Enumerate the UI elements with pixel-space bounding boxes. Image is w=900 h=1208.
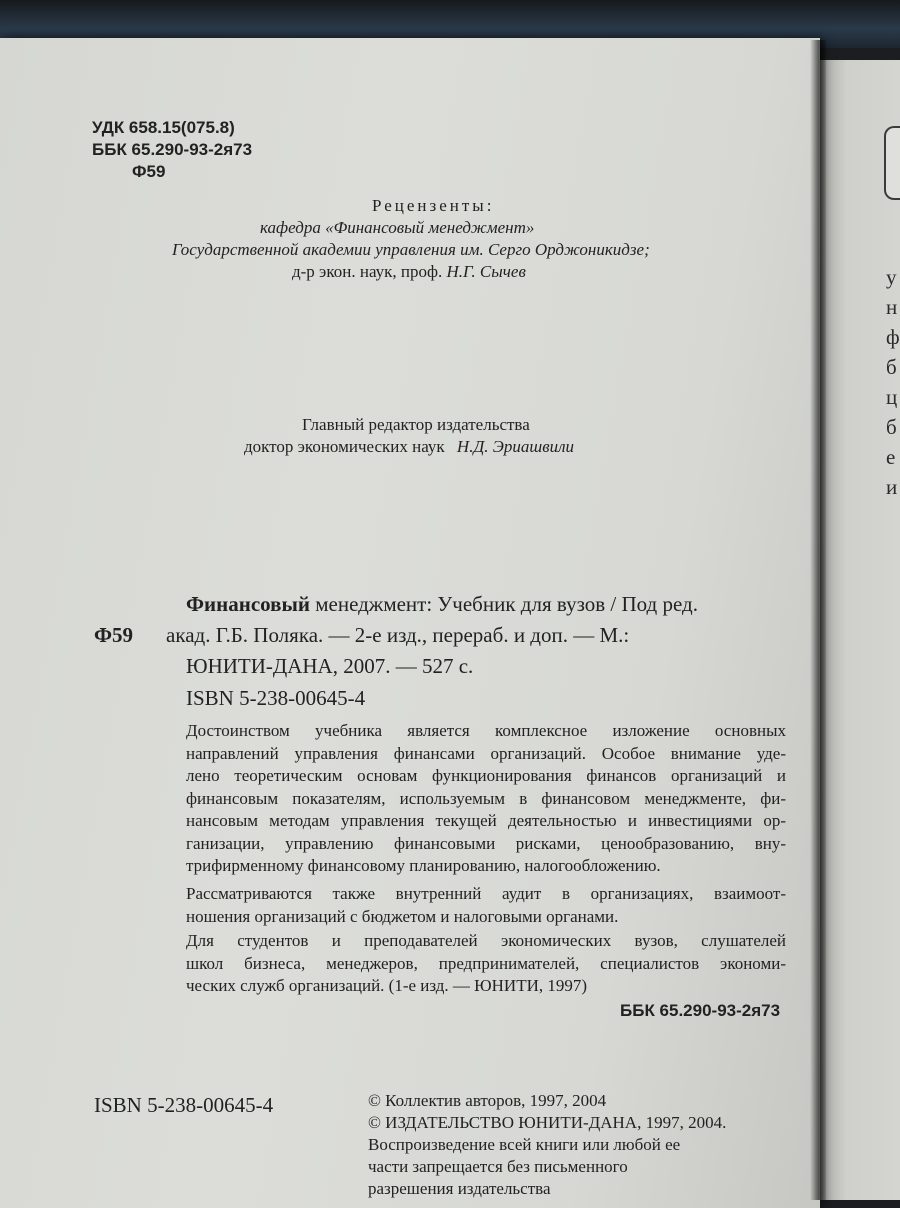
page-gutter-shadow <box>810 40 826 1200</box>
annotation-p1-line: ганизации, управлению финансовыми рисками, ценообразованию, вну- <box>186 833 786 853</box>
editor-line-1: Главный редактор издательства <box>302 415 530 434</box>
reviewers-line-3-prefix: д-р экон. наук, проф. <box>292 262 443 281</box>
adjacent-page-badge <box>884 126 900 200</box>
annotation-p1-line: лено теоретическим основам функционирования финансов организаций и <box>186 766 786 785</box>
isbn-bottom: ISBN 5-238-00645-4 <box>94 1093 274 1117</box>
reviewers-heading: Рецензенты: <box>372 196 495 215</box>
copyright-line-2: © ИЗДАТЕЛЬСТВО ЮНИТИ-ДАНА, 1997, 2004. <box>368 1113 727 1132</box>
copyright-line-4: части запрещается без письменного <box>368 1157 628 1176</box>
annotation-p3-line: Для студентов и преподавателей экономических вузов, слушателей <box>186 931 786 950</box>
editor-line-2 <box>244 436 574 458</box>
record-author-sign: Ф59 <box>94 623 134 647</box>
reviewers-line-1: кафедра «Финансовый менеджмент» <box>260 218 535 237</box>
copyright-line-3: Воспроизведение всей книги или любой ее <box>368 1135 681 1154</box>
reviewer-name: Н.Г. Сычев <box>446 262 526 281</box>
copyright-line-5: разрешения издательства <box>368 1179 551 1198</box>
author-sign-top: Ф59 <box>132 162 166 181</box>
record-line-1 <box>186 592 698 616</box>
adjacent-page-margin-text: у н ф б ц б е и <box>886 265 900 499</box>
annotation-p1-line: направлений управления финансами организаций. Особое внимание уде- <box>186 743 786 763</box>
record-isbn: ISBN 5-238-00645-4 <box>186 686 366 710</box>
annotation-p3-line: ческих служб организаций. (1-е изд. — ЮНИТИ, 1997) <box>186 976 588 995</box>
copyright-line-1: © Коллектив авторов, 1997, 2004 <box>368 1091 607 1110</box>
bbk-code-top: ББК 65.290-93-2я73 <box>92 140 253 159</box>
record-line-2: акад. Г.Б. Поляка. — 2-е изд., перераб. и доп. — М.: <box>166 623 630 647</box>
bbk-code-bottom: ББК 65.290-93-2я73 <box>620 1001 781 1020</box>
annotation-paragraph-2 <box>186 883 786 928</box>
annotation-p1-line: Достоинством учебника является комплексное изложение основных <box>186 721 786 740</box>
editor-name: Н.Д. Эриашвили <box>456 437 575 456</box>
record-title-bold: Финансовый <box>186 592 310 616</box>
annotation-p2-line: Рассматриваются также внутренний аудит в организациях, взаимоот- <box>186 884 786 903</box>
editor-line-2-prefix: доктор экономических наук <box>244 437 445 456</box>
record-line-3: ЮНИТИ-ДАНА, 2007. — 527 с. <box>186 654 474 678</box>
annotation-p2-line: ношения организаций с бюджетом и налоговыми органами. <box>186 906 619 926</box>
annotation-p1-line: финансовым показателям, используемым в финансовом менеджменте, фи- <box>186 788 786 808</box>
record-line-1-rest: менеджмент: Учебник для вузов / Под ред. <box>315 592 698 616</box>
reviewers-line-3 <box>292 261 526 283</box>
reviewers-line-2: Государственной академии управления им. Серго Орджоникидзе; <box>172 240 650 259</box>
adjacent-page <box>818 60 900 1200</box>
annotation-p3-line: школ бизнеса, менеджеров, предпринимателей, специалистов экономи- <box>186 953 786 973</box>
annotation-paragraph-3 <box>186 930 786 998</box>
annotation-p1-line: нансовым методам управления текущей деятельностью и инвестициями ор- <box>186 811 786 830</box>
udk-code: УДК 658.15(075.8) <box>92 118 235 137</box>
annotation-paragraph-1 <box>186 720 786 878</box>
annotation-p1-line: трифирменному финансовому планированию, налогообложению. <box>186 856 661 875</box>
